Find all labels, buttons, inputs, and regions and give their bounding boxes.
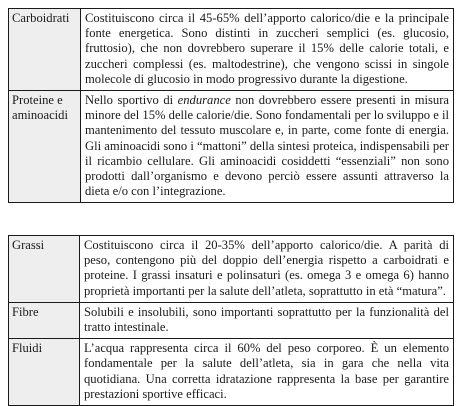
table-row-proteine [9,91,454,203]
row-label: Fibre [9,302,80,338]
table-row-fibre [9,302,454,338]
row-description: L’acqua rappresenta circa il 60% del peso corporeo. È un elemento fondamentale per la salute dell’atleta, sia in gara che nella vita quotidiana. Una corretta idratazione rappresenta la base per garantire prestazioni sportive efficaci. [80,339,454,406]
table-row-fluidi [9,339,454,406]
row-description: Costituiscono circa il 45-65% dell’apporto calorico/die e la principale fonte energetica. Sono distinti in zuccheri semplici (es. glucosio, fruttosio), che non dovrebbero superare il 15% delle calorie totali, e zuccheri complessi (es. maltodestrine), che vengono scissi in singole molecole di glucosio in modo progressivo durante la digestione. [81,9,454,91]
row-description: Solubili e insolubili, sono importanti soprattutto per la funzionalità del tratto intestinale. [80,302,454,338]
row-description [81,91,454,203]
row-label: Carboidrati [9,9,81,91]
row-label: Proteine e aminoacidi [9,91,81,203]
nutrients-table-1 [8,8,454,203]
row-label: Grassi [9,236,80,303]
description-part: non dovrebbero essere presenti in misura minore del 15% delle calorie/die. Sono fondamentali per lo sviluppo e il mantenimento del tessuto muscolare e, in parte, come fonte di energia. Gli aminoacidi sono i “mattoni” della sintesi proteica, indispensabili per il ricambio cellulare. Gli aminoacidi cosiddetti “essenziali” non sono prodotti dall’organismo e devono perciò essere assunti attraverso la dieta e/o con l’integrazione. [85,93,449,199]
nutrients-table-2 [8,235,454,406]
row-label: Fluidi [9,339,80,406]
description-part: Nello sportivo di [85,93,178,108]
table-row-carboidrati [9,9,454,91]
row-description: Costituiscono circa il 20-35% dell’apporto calorico/die. A parità di peso, contengono più del doppio dell’energia rispetto a carboidrati e proteine. I grassi insaturi e polinsaturi (es. omega 3 e omega 6) hanno proprietà importanti per la salute dell’atleta, soprattutto in età “matura”. [80,236,454,303]
table-row-grassi [9,236,454,303]
description-emphasis: endurance [177,93,231,108]
